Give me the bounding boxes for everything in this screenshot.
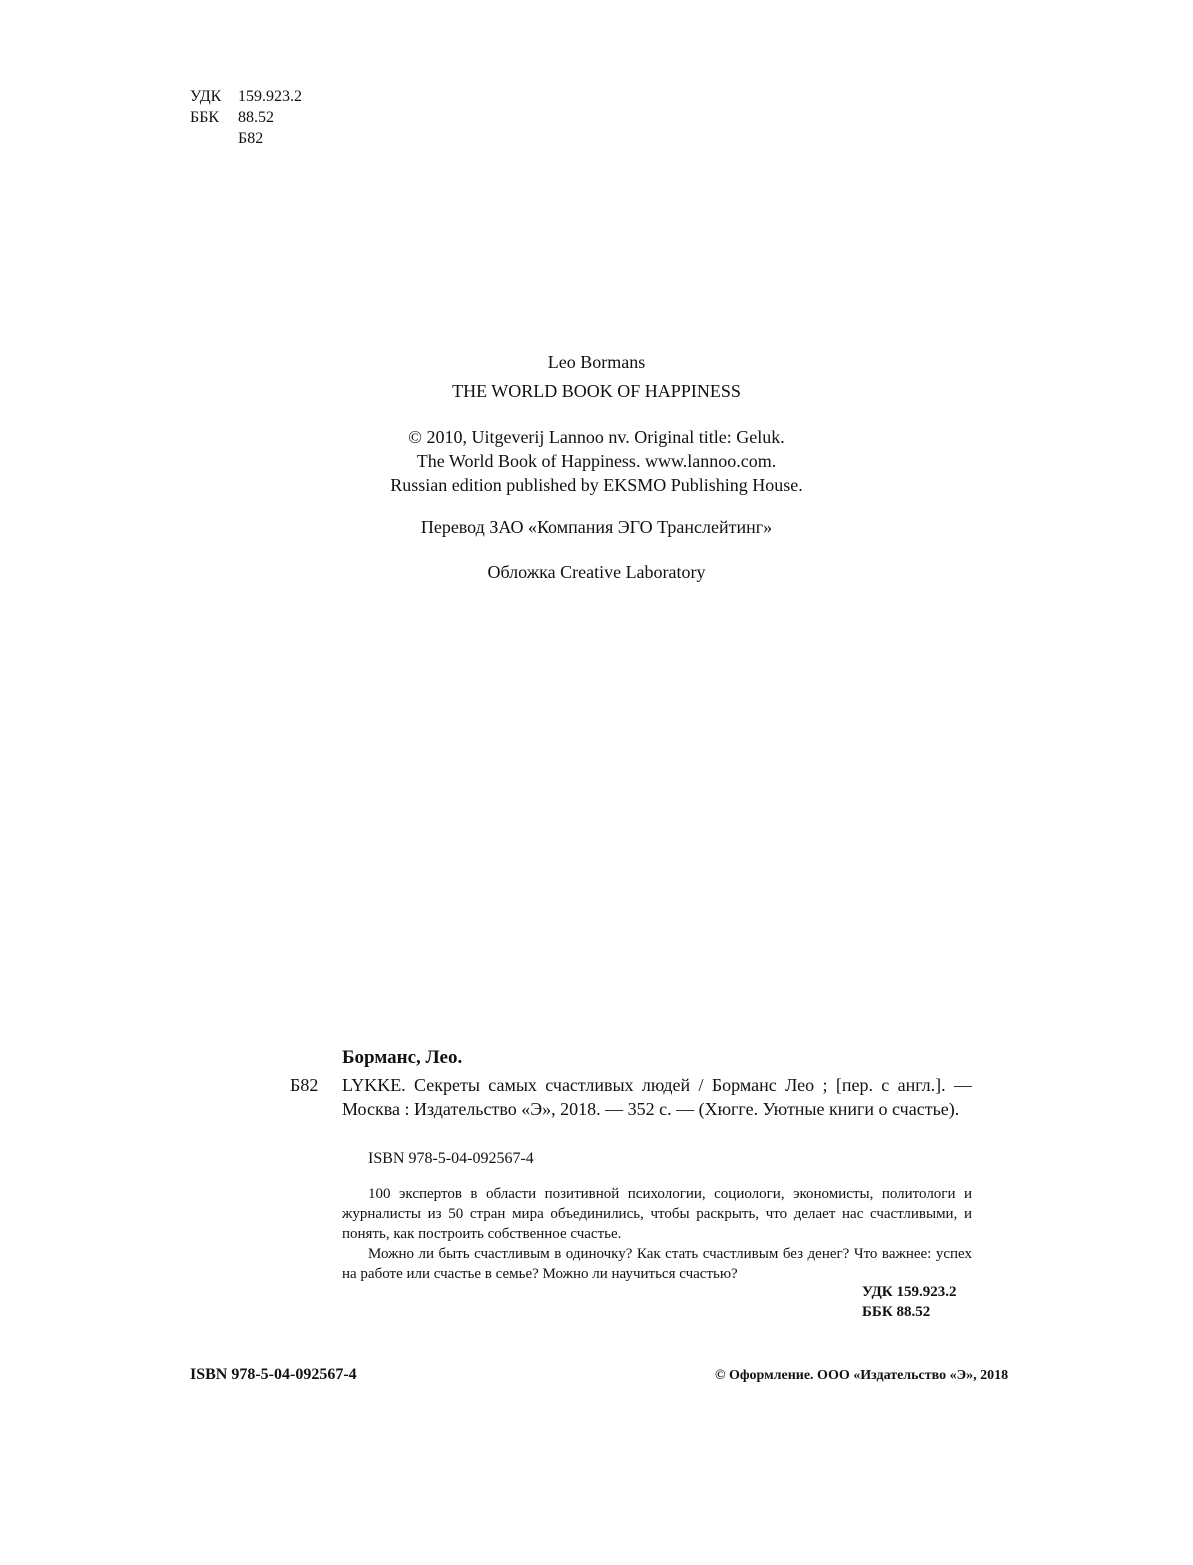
udk-value: 159.923.2 <box>238 88 302 105</box>
annotation <box>342 1184 972 1284</box>
bibliographic-bbk: ББК 88.52 <box>862 1304 931 1320</box>
classification-block <box>190 86 302 149</box>
annotation-paragraph: 100 экспертов в области позитивной психологии, социологи, экономисты, политологи и журналисты из 50 стран мира объединились, чтобы раскрыть, что делает нас счастливыми, и понять, как построить собственное счастье. <box>342 1186 972 1242</box>
copyright-notice <box>0 425 1193 497</box>
bibliographic-classification <box>862 1282 956 1322</box>
author-code-row <box>190 128 302 149</box>
author-code: Б82 <box>238 130 264 147</box>
bibliographic-udk: УДК 159.923.2 <box>862 1284 957 1300</box>
bbk-value: 88.52 <box>238 109 274 126</box>
copyright-line: The World Book of Happiness. www.lannoo.com. <box>416 451 777 471</box>
cover-credit: Обложка Creative Laboratory <box>487 562 706 582</box>
bbk-label: ББК <box>190 109 220 126</box>
copyright-line: Russian edition published by EKSMO Publishing House. <box>390 475 803 495</box>
original-author: Leo Bormans <box>547 352 646 372</box>
bibliographic-author-code: Б82 <box>290 1075 319 1095</box>
bibliographic-isbn: ISBN 978-5-04-092567-4 <box>368 1150 534 1167</box>
translation-credit: Перевод ЗАО «Компания ЭГО Транслейтинг» <box>420 517 773 537</box>
copyright-line: © 2010, Uitgeverij Lannoo nv. Original title: Geluk. <box>408 427 785 447</box>
udk-label: УДК <box>190 88 222 105</box>
original-title: THE WORLD BOOK OF HAPPINESS <box>452 381 741 401</box>
bibliographic-author: Борманс, Лео. <box>342 1047 463 1068</box>
udk-row <box>190 86 302 107</box>
footer-isbn: ISBN 978-5-04-092567-4 <box>190 1366 357 1383</box>
bbk-row <box>190 107 302 128</box>
footer-copyright: © Оформление. ООО «Издательство «Э», 2018 <box>715 1368 1009 1383</box>
annotation-paragraph: Можно ли быть счастливым в одиночку? Как стать счастливым без денег? Что важнее: успех на работе или счастье в семье? Можно ли научиться счастью? <box>342 1246 972 1282</box>
bibliographic-description: LYKKE. Секреты самых счастливых людей / Борманс Лео ; [пер. с англ.]. — Москва : Издательство «Э», 2018. — 352 с. — (Хюгге. Уютные книги о счастье). <box>342 1075 972 1119</box>
